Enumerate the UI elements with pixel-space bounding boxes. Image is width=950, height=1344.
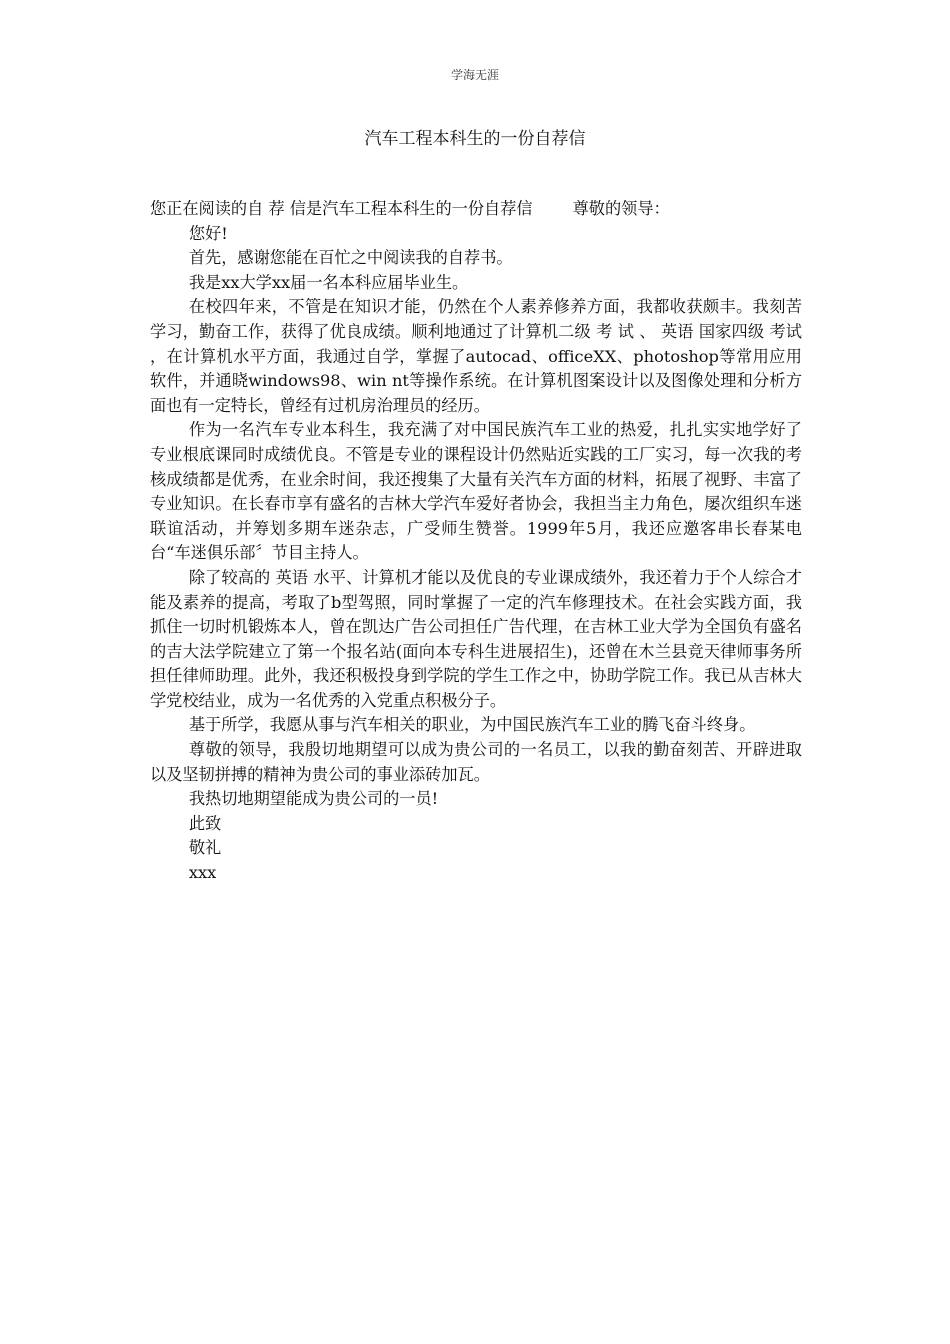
- intro-line: [150, 197, 802, 222]
- closing-line-1: 此致: [188, 813, 222, 833]
- intro-text: 您正在阅读的自 荐 信是汽车工程本科生的一份自荐信: [150, 199, 533, 218]
- salutation: 尊敬的领导：: [572, 199, 670, 218]
- closing-line-2: 敬礼: [188, 838, 222, 858]
- document-title: 汽车工程本科生的一份自荐信: [364, 129, 586, 149]
- paragraph-request: 尊敬的领导，我殷切地期望可以成为贵公司的一名员工，以我的勤奋刻苦、开辟进取以及坚韧拼搏的精神为贵公司的事业添砖加瓦。: [150, 740, 802, 784]
- paragraph-identity: 我是xx大学xx届一名本科应届毕业生。: [188, 272, 469, 292]
- paragraph-skills: 在校四年来，不管是在知识才能，仍然在个人素养修养方面，我都收获颇丰。我刻苦学习，勤奋工作，获得了优良成绩。顺利地通过了计算机二级 考 试 、 英语 国家四级 考试 ，在计算机水平方面，我通过自学，掌握了autocad、officeXX、photoshop等常用应用软件，并通晓windows98、win nt等操作系统。在计算机图案设计以及图像处理和分析方面也有一定特长，曾经有过机房治理员的经历。: [150, 297, 802, 415]
- paragraph-hope: 我热切地期望能成为贵公司的一员!: [188, 789, 439, 809]
- paragraph-career: 基于所学，我愿从事与汽车相关的职业，为中国民族汽车工业的腾飞奋斗终身。: [188, 715, 756, 735]
- page-header: 学海无涯: [450, 68, 499, 82]
- paragraph-major: 作为一名汽车专业本科生，我充满了对中国民族汽车工业的热爱，扎扎实实地学好了专业根底课同时成绩优良。不管是专业的课程设计仍然贴近实践的工厂实习，每一次我的考核成绩都是优秀，在业余时间，我还搜集了大量有关汽车方面的材料，拓展了视野、丰富了专业知识。在长春市享有盛名的吉林大学汽车爱好者协会，我担当主力角色，屡次组织车迷联谊活动，并筹划多期车迷杂志，广受师生赞誉。1999年5月，我还应邀客串长春某电台“车迷俱乐部〞节目主持人。: [150, 420, 802, 563]
- letter-body: [150, 197, 802, 886]
- paragraph-thanks: 首先，感谢您能在百忙之中阅读我的自荐书。: [188, 248, 513, 268]
- greeting: 您好!: [188, 223, 228, 243]
- signature: xxx: [188, 863, 217, 883]
- paragraph-practice: 除了较高的 英语 水平、计算机才能以及优良的专业课成绩外，我还着力于个人综合才能及素养的提高，考取了b型驾照，同时掌握了一定的汽车修理技术。在社会实践方面，我抓住一切时机锻炼本人，曾在凯达广告公司担任广告代理，在吉林工业大学为全国负有盛名的吉大法学院建立了第一个报名站(面向本专科生进展招生)，还曾在木兰县竞天律师事务所担任律师助理。此外，我还积极投身到学院的学生工作之中，协助学院工作。我已从吉林大学党校结业，成为一名优秀的入党重点积极分子。: [150, 567, 802, 710]
